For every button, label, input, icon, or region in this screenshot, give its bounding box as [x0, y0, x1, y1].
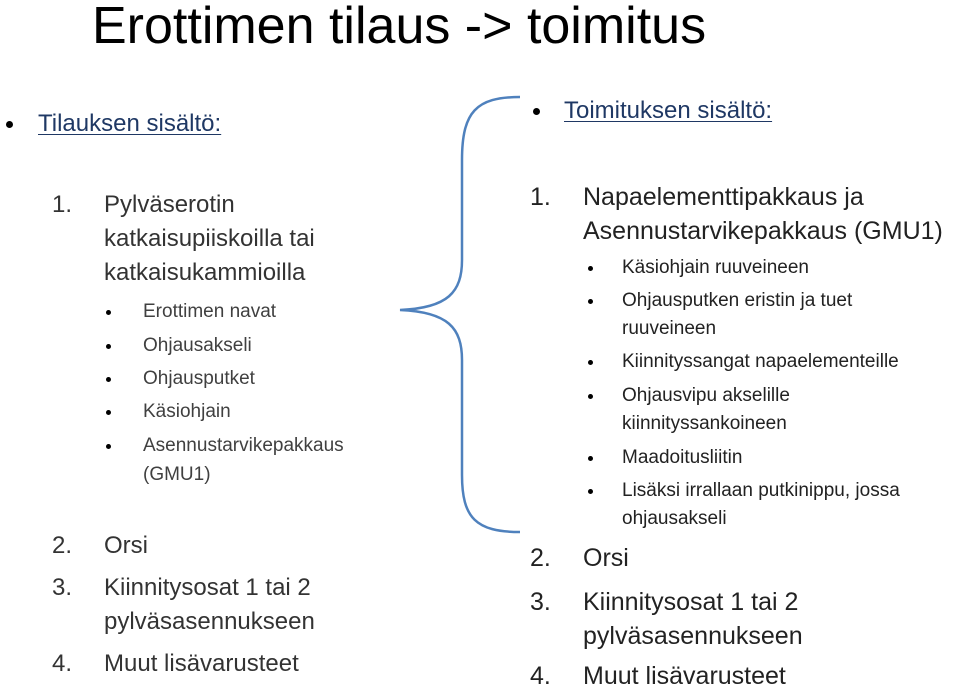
slide-title: Erottimen tilaus -> toimitus	[92, 0, 707, 55]
right-subitem: Maadoitusliitin	[622, 447, 743, 468]
right-item-line: Orsi	[583, 544, 629, 572]
bullet-icon	[588, 489, 593, 494]
right-subitem: Ohjausvipu akselille	[622, 385, 790, 406]
left-item-line: Muut lisävarusteet	[104, 650, 299, 677]
right-subitem: ruuveineen	[622, 318, 717, 339]
right-item-number: 2.	[530, 544, 551, 572]
right-subitem: Ohjausputken eristin ja tuet	[622, 290, 853, 311]
left-subitem: Ohjausputket	[143, 368, 255, 389]
left-heading: Tilauksen sisältö:	[38, 110, 222, 137]
left-item-line: Orsi	[104, 532, 148, 559]
left-item-number: 2.	[52, 532, 73, 559]
right-item-line: Kiinnitysosat 1 tai 2	[583, 588, 799, 616]
left-item-number: 4.	[52, 650, 73, 677]
bullet-icon	[588, 394, 593, 399]
right-subitem: kiinnityssankoineen	[622, 413, 787, 434]
right-heading: Toimituksen sisältö:	[564, 97, 773, 124]
right-subitem: Kiinnityssangat napaelementeille	[622, 351, 899, 372]
right-item-number: 4.	[530, 662, 551, 687]
left-item-line: pylväsasennukseen	[104, 608, 315, 635]
left-subitem: Erottimen navat	[143, 301, 277, 322]
bullet-icon	[588, 266, 593, 271]
right-item-line: pylväsasennukseen	[583, 622, 803, 650]
left-item-line: Kiinnitysosat 1 tai 2	[104, 574, 311, 601]
right-subitem: ohjausakseli	[622, 508, 727, 529]
right-item-line: Napaelementtipakkaus ja	[583, 183, 864, 211]
left-subitem: (GMU1)	[143, 464, 211, 485]
right-subitem: Käsiohjain ruuveineen	[622, 257, 809, 278]
left-subitem: Käsiohjain	[143, 401, 231, 422]
bullet-icon	[533, 108, 540, 115]
right-item-line: Asennustarvikepakkaus (GMU1)	[583, 217, 943, 245]
bullet-icon	[588, 360, 593, 365]
left-subitem: Asennustarvikepakkaus	[143, 435, 344, 456]
left-subitem: Ohjausakseli	[143, 335, 252, 356]
left-item-line: katkaisupiiskoilla tai	[104, 225, 315, 252]
left-item-line: katkaisukammioilla	[104, 259, 306, 286]
right-item-number: 1.	[530, 183, 551, 211]
right-item-line: Muut lisävarusteet	[583, 662, 786, 687]
left-item-number: 1.	[52, 191, 73, 218]
left-item-line: Pylväserotin	[104, 191, 235, 218]
right-item-number: 3.	[530, 588, 551, 616]
bullet-icon	[588, 299, 593, 304]
left-item-number: 3.	[52, 574, 73, 601]
right-subitem: Lisäksi irrallaan putkinippu, jossa	[622, 480, 900, 501]
bullet-icon	[588, 456, 593, 461]
